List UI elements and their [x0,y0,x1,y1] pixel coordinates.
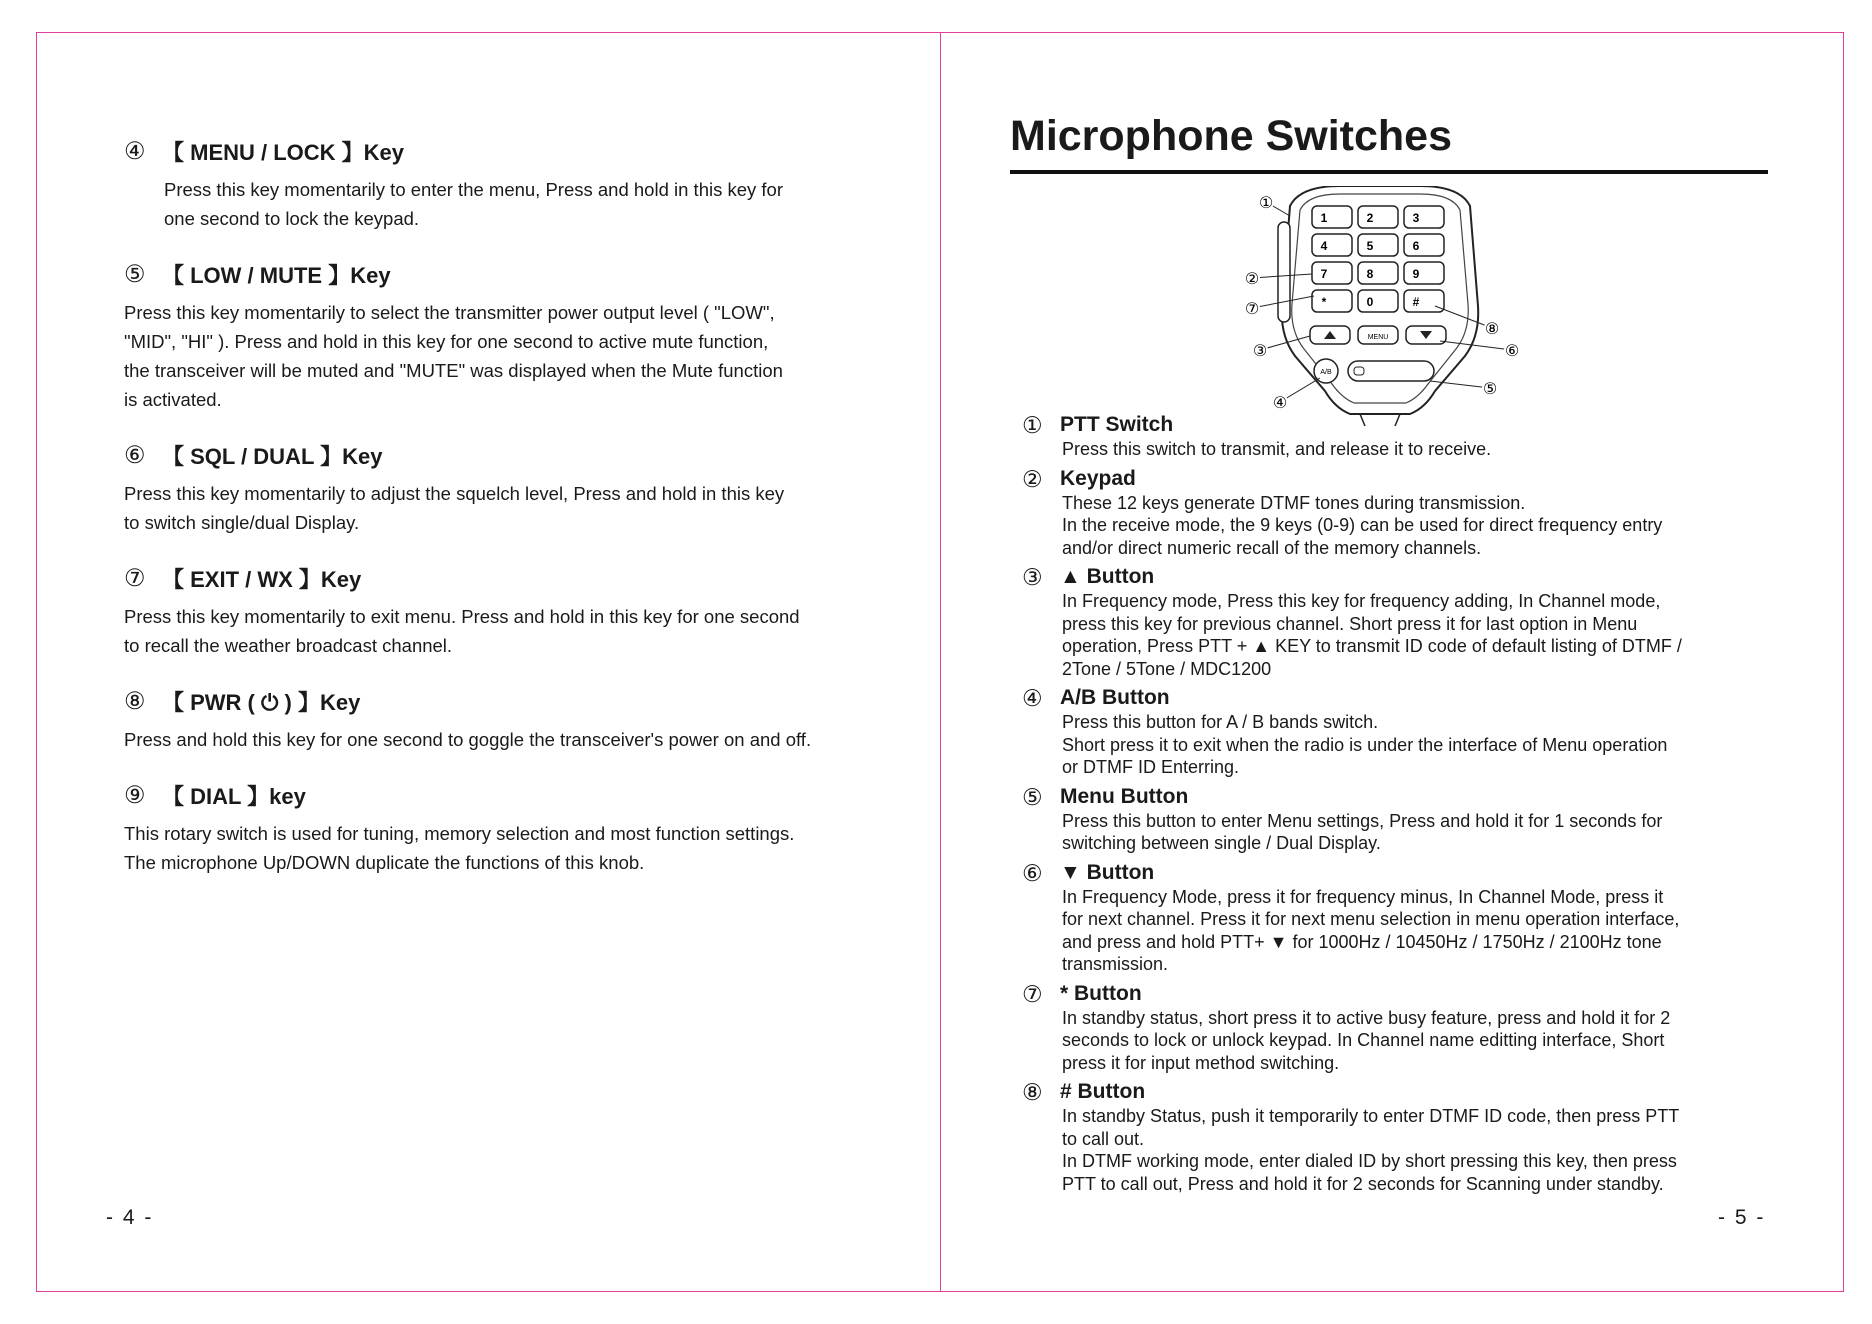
callout-number: ⑤ [1482,379,1498,398]
key-section [124,563,864,660]
keypad-key-label: 8 [1366,267,1374,281]
body-line: 2Tone / 5Tone / MDC1200 [1062,658,1272,679]
callout-number: ④ [1272,393,1288,412]
key-section-heading [124,259,864,290]
title-rule [1010,170,1768,174]
switch-section-heading [1022,1079,1782,1105]
body-line: These 12 keys generate DTMF tones during transmission. [1062,492,1526,513]
body-line: for next channel. Press it for next menu selection in menu operation interface, [1062,909,1680,929]
section-number: ⑥ [124,442,146,469]
section-number: ⑦ [124,565,146,592]
body-line: to recall the weather broadcast channel. [124,635,453,656]
ptt-switch-shape [1278,222,1290,322]
section-number: ② [1022,465,1043,492]
keypad-key-label: 4 [1320,239,1328,253]
body-line: the transceiver will be muted and "MUTE" was displayed when the Mute function [124,360,783,381]
keypad-key-label: * [1321,295,1327,309]
body-line: In Frequency mode, Press this key for frequency adding, In Channel mode, [1062,591,1661,611]
callout-number: ⑦ [1244,299,1260,318]
key-section [124,440,864,537]
page-number-left: - 4 - [106,1206,154,1229]
section-title: ▲ Button [1060,565,1155,588]
body-line: This rotary switch is used for tuning, memory selection and most function settings. [124,823,795,844]
switch-section-heading [1022,981,1782,1007]
body-line: Press this button for A / B bands switch. [1062,712,1379,732]
body-line: switching between single / Dual Display. [1062,833,1381,853]
menu-label: MENU [1367,334,1389,341]
callout-number: ⑧ [1484,319,1500,338]
body-line: In the receive mode, the 9 keys (0-9) can be used for direct frequency entry [1062,515,1663,535]
section-title: A/B Button [1060,686,1170,709]
keypad-key-shape [1404,234,1444,256]
keypad-key-label: 9 [1412,267,1420,281]
key-section [124,136,864,233]
section-number: ⑦ [1022,980,1043,1007]
switch-section [1022,564,1782,680]
section-number: ③ [1022,564,1043,590]
keypad-key-shape [1404,262,1444,284]
switch-section [1022,466,1782,560]
keypad-key-label: 7 [1320,267,1328,281]
body-line: and press and hold PTT+ ▼ for 1000Hz / 10450Hz / 1750Hz / 2100Hz tone [1062,931,1662,952]
switch-section-heading [1022,564,1782,590]
body-line: Short press it to exit when the radio is under the interface of Menu operation [1062,734,1668,755]
callout-number: ② [1244,269,1260,288]
body-line: Press this key momentarily to exit menu. Press and hold in this key for one second [124,606,800,627]
section-title: # Button [1060,1080,1146,1103]
key-section-heading [124,686,864,717]
section-title: * Button [1060,981,1142,1005]
body-line: In standby status, short press it to active busy feature, press and hold it for 2 [1062,1007,1671,1028]
body-line: press it for input method switching. [1062,1052,1340,1073]
section-title: 【 PWR ( ⏻ ) 】Key [162,690,361,715]
keypad-key-label: 3 [1412,211,1420,225]
body-line: In standby Status, push it temporarily to enter DTMF ID code, then press PTT [1062,1106,1680,1126]
section-number: ⑤ [1022,783,1043,810]
keypad-key-shape [1404,206,1444,228]
body-line: press this key for previous channel. Short press it for last option in Menu [1062,613,1638,634]
body-line: to switch single/dual Display. [124,512,360,533]
key-section [124,686,864,754]
right-page-content [1022,412,1782,1200]
section-title: 【 DIAL 】key [162,784,306,809]
body-line: Press this button to enter Menu settings, Press and hold it for 1 seconds for [1062,810,1663,831]
key-section [124,780,864,877]
section-number: ⑧ [124,688,146,715]
switch-section-heading [1022,685,1782,711]
body-line: PTT to call out, Press and hold it for 2 seconds for Scanning under standby. [1062,1173,1664,1194]
section-title: 【 SQL / DUAL 】Key [162,444,383,469]
body-line: and/or direct numeric recall of the memory channels. [1062,537,1482,558]
body-line: or DTMF ID Enterring. [1062,757,1240,777]
section-title: PTT Switch [1060,413,1174,436]
callout-number: ⑥ [1504,341,1520,360]
page-number-right: - 5 - [1718,1206,1766,1229]
page-title: Microphone Switches [1010,112,1453,160]
switch-section-heading [1022,412,1782,438]
microphone-diagram [1230,186,1530,426]
switch-section [1022,981,1782,1075]
body-line: In Frequency Mode, press it for frequency minus, In Channel Mode, press it [1062,886,1664,907]
keypad-key-label: 1 [1320,211,1328,225]
keypad-key-shape [1312,234,1352,256]
body-line: Press and hold this key for one second to goggle the transceiver's power on and off. [124,729,812,750]
section-title: 【 MENU / LOCK 】Key [162,140,405,165]
switch-section [1022,860,1782,976]
body-line: Press this key momentarily to adjust the squelch level, Press and hold in this key [124,483,785,504]
keypad-key-shape [1358,234,1398,256]
keypad-key-shape [1312,290,1352,312]
section-number: ① [1022,412,1043,438]
section-title: Menu Button [1060,784,1189,808]
switch-section-heading [1022,466,1782,492]
body-line: seconds to lock or unlock keypad. In Channel name editting interface, Short [1062,1030,1665,1050]
switch-section [1022,412,1782,461]
section-title: ▼ Button [1060,860,1155,884]
keypad-key-label: 5 [1366,239,1374,253]
section-title: 【 LOW / MUTE 】Key [162,263,391,288]
keypad-key-shape [1312,206,1352,228]
keypad-key-shape [1358,290,1398,312]
callout-number: ① [1258,193,1274,212]
keypad-key-label: 2 [1366,211,1374,225]
body-line: transmission. [1062,954,1169,974]
keypad-key-label: # [1412,295,1420,309]
body-line: to call out. [1062,1128,1145,1149]
key-section-heading [124,563,864,594]
section-number: ④ [124,138,146,165]
page-divider [940,32,941,1292]
key-section [124,259,864,414]
section-title: 【 EXIT / WX 】Key [162,567,362,592]
key-section-heading [124,136,864,167]
body-line: Press this key momentarily to enter the menu, Press and hold in this key for [164,179,784,200]
callout-number: ③ [1252,341,1268,360]
body-line: "MID", "HI" ). Press and hold in this key for one second to active mute function, [124,331,769,352]
section-number: ⑤ [124,261,146,288]
keypad-key-shape [1358,206,1398,228]
body-line: Press this switch to transmit, and release it to receive. [1062,439,1492,459]
switch-section-heading [1022,860,1782,886]
switch-section-heading [1022,784,1782,810]
body-line: one second to lock the keypad. [164,208,420,229]
key-section-heading [124,780,864,811]
keypad-key-shape [1312,262,1352,284]
left-page-content [124,136,864,903]
keypad-key-shape [1358,262,1398,284]
ab-label: A/B [1320,369,1332,376]
switch-section [1022,685,1782,779]
section-number: ⑨ [124,782,146,809]
keypad-key-label: 0 [1366,295,1374,309]
section-number: ⑧ [1022,1079,1043,1105]
body-line: The microphone Up/DOWN duplicate the functions of this knob. [124,852,645,873]
section-number: ⑥ [1022,859,1043,886]
section-title: Keypad [1060,466,1136,490]
keypad-key-label: 6 [1412,239,1420,253]
key-section-heading [124,440,864,471]
section-number: ④ [1022,685,1043,711]
body-line: Press this key momentarily to select the transmitter power output level ( "LOW", [124,302,775,323]
body-line: operation, Press PTT + ▲ KEY to transmit ID code of default listing of DTMF / [1062,636,1682,656]
switch-section [1022,1079,1782,1195]
keypad-key-shape [1404,290,1444,312]
switch-section [1022,784,1782,855]
body-line: In DTMF working mode, enter dialed ID by short pressing this key, then press [1062,1151,1677,1171]
body-line: is activated. [124,389,222,410]
